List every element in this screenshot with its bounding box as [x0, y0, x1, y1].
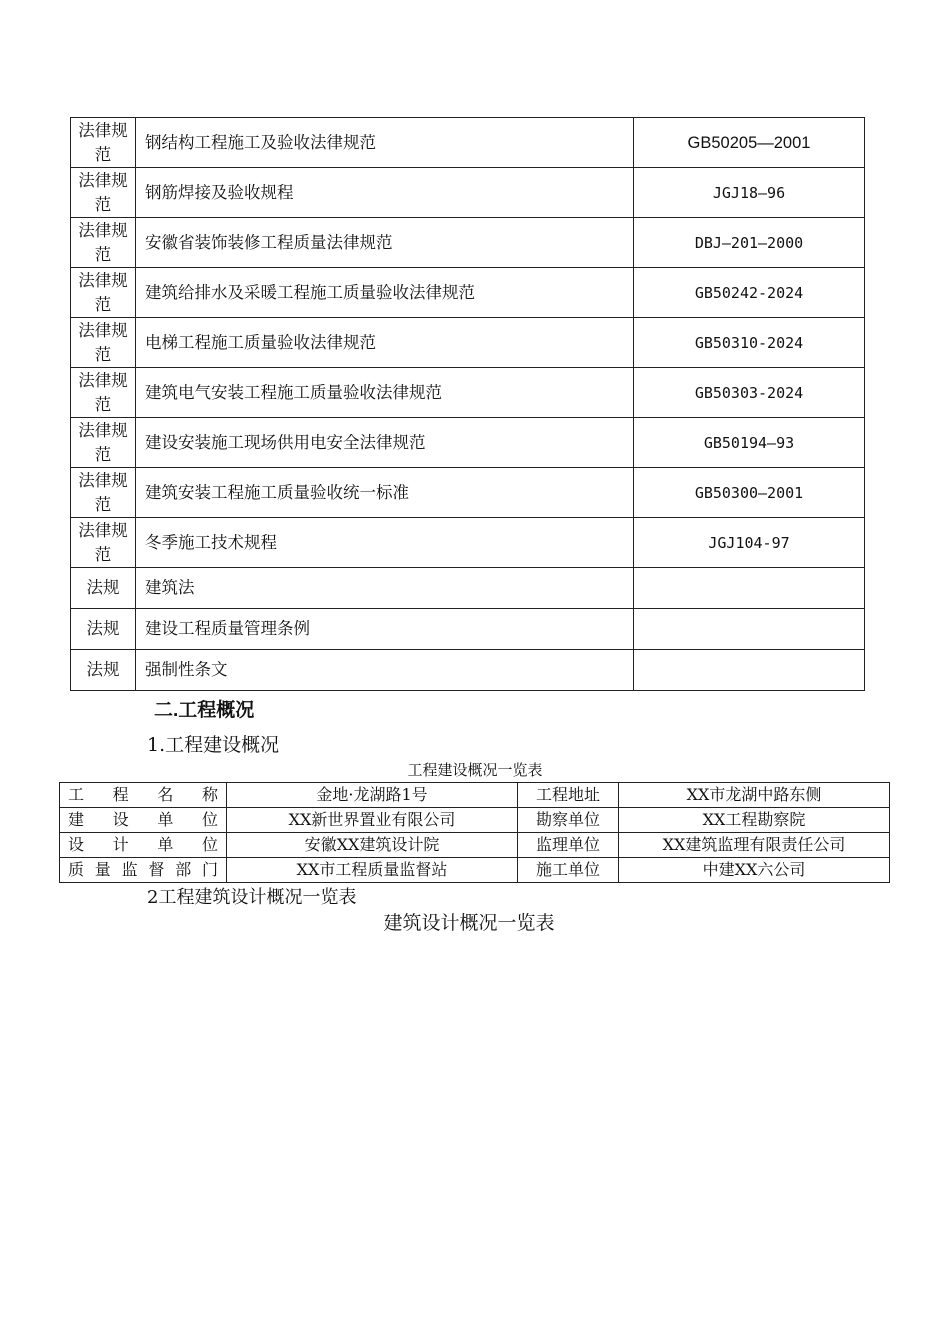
category-cell: 法规	[71, 650, 136, 691]
category-cell: 法律规范	[71, 418, 136, 468]
table-caption: 建筑设计概况一览表	[383, 912, 555, 934]
category-cell: 法规	[71, 609, 136, 650]
table-row	[71, 609, 865, 650]
regulation-name-cell: 建设工程质量管理条例	[136, 609, 634, 650]
standard-code-cell: JGJ18—96	[634, 168, 865, 218]
field-value: XX新世界置业有限公司	[227, 808, 518, 833]
field-label: 施工单位	[518, 858, 619, 883]
table-row	[71, 268, 865, 318]
field-label: 设计单位	[60, 833, 227, 858]
field-value: XX市工程质量监督站	[227, 858, 518, 883]
table-row	[60, 833, 890, 858]
category-cell: 法律规范	[71, 368, 136, 418]
field-label: 监理单位	[518, 833, 619, 858]
field-value: 金地·龙湖路1号	[227, 783, 518, 808]
standard-code-cell: GB50300—2001	[634, 468, 865, 518]
regulation-name-cell: 安徽省装饰装修工程质量法律规范	[136, 218, 634, 268]
field-value: 中建XX六公司	[619, 858, 890, 883]
category-cell: 法律规范	[71, 118, 136, 168]
field-label: 勘察单位	[518, 808, 619, 833]
table-row	[71, 218, 865, 268]
field-label: 质量监督部门	[60, 858, 227, 883]
regulation-name-cell: 电梯工程施工质量验收法律规范	[136, 318, 634, 368]
regulation-name-cell: 强制性条文	[136, 650, 634, 691]
table-row	[71, 368, 865, 418]
standard-code-cell	[634, 609, 865, 650]
field-label: 建设单位	[60, 808, 227, 833]
table-row	[71, 650, 865, 691]
field-value: XX市龙湖中路东侧	[619, 783, 890, 808]
standard-code-cell: GB50205—2001	[634, 118, 865, 168]
field-label: 工程名称	[60, 783, 227, 808]
standard-code-cell: GB50242-2024	[634, 268, 865, 318]
standard-code-cell	[634, 568, 865, 609]
standard-code-cell: GB50194—93	[634, 418, 865, 468]
table-row	[71, 118, 865, 168]
table-row	[71, 468, 865, 518]
regulation-name-cell: 钢结构工程施工及验收法律规范	[136, 118, 634, 168]
regulation-name-cell: 钢筋焊接及验收规程	[136, 168, 634, 218]
category-cell: 法律规范	[71, 168, 136, 218]
regulation-name-cell: 建筑给排水及采暖工程施工质量验收法律规范	[136, 268, 634, 318]
category-cell: 法规	[71, 568, 136, 609]
field-value: 安徽XX建筑设计院	[227, 833, 518, 858]
table-row	[71, 168, 865, 218]
standard-code-cell: GB50310-2024	[634, 318, 865, 368]
regulations-table	[70, 117, 865, 691]
subsection-heading: 1.工程建设概况	[147, 734, 280, 756]
standard-code-cell: GB50303-2024	[634, 368, 865, 418]
standard-code-cell: JGJ104-97	[634, 518, 865, 568]
category-cell: 法律规范	[71, 268, 136, 318]
table-row	[71, 568, 865, 609]
table-row	[60, 858, 890, 883]
field-label: 工程地址	[518, 783, 619, 808]
table-row	[71, 518, 865, 568]
category-cell: 法律规范	[71, 468, 136, 518]
category-cell: 法律规范	[71, 218, 136, 268]
project-overview-table	[59, 782, 890, 883]
field-value: XX工程勘察院	[619, 808, 890, 833]
category-cell: 法律规范	[71, 518, 136, 568]
category-cell: 法律规范	[71, 318, 136, 368]
table-caption: 工程建设概况一览表	[407, 761, 543, 779]
table-row	[71, 418, 865, 468]
regulation-name-cell: 建筑电气安装工程施工质量验收法律规范	[136, 368, 634, 418]
field-value: XX建筑监理有限责任公司	[619, 833, 890, 858]
table-row	[60, 808, 890, 833]
standard-code-cell: DBJ—201—2000	[634, 218, 865, 268]
standard-code-cell	[634, 650, 865, 691]
section-heading: 二.工程概况	[154, 700, 255, 721]
regulation-name-cell: 冬季施工技术规程	[136, 518, 634, 568]
regulation-name-cell: 建设安装施工现场供用电安全法律规范	[136, 418, 634, 468]
subsection-heading: 2工程建筑设计概况一览表	[147, 887, 357, 908]
regulation-name-cell: 建筑安装工程施工质量验收统一标准	[136, 468, 634, 518]
table-row	[71, 318, 865, 368]
regulation-name-cell: 建筑法	[136, 568, 634, 609]
table-row	[60, 783, 890, 808]
